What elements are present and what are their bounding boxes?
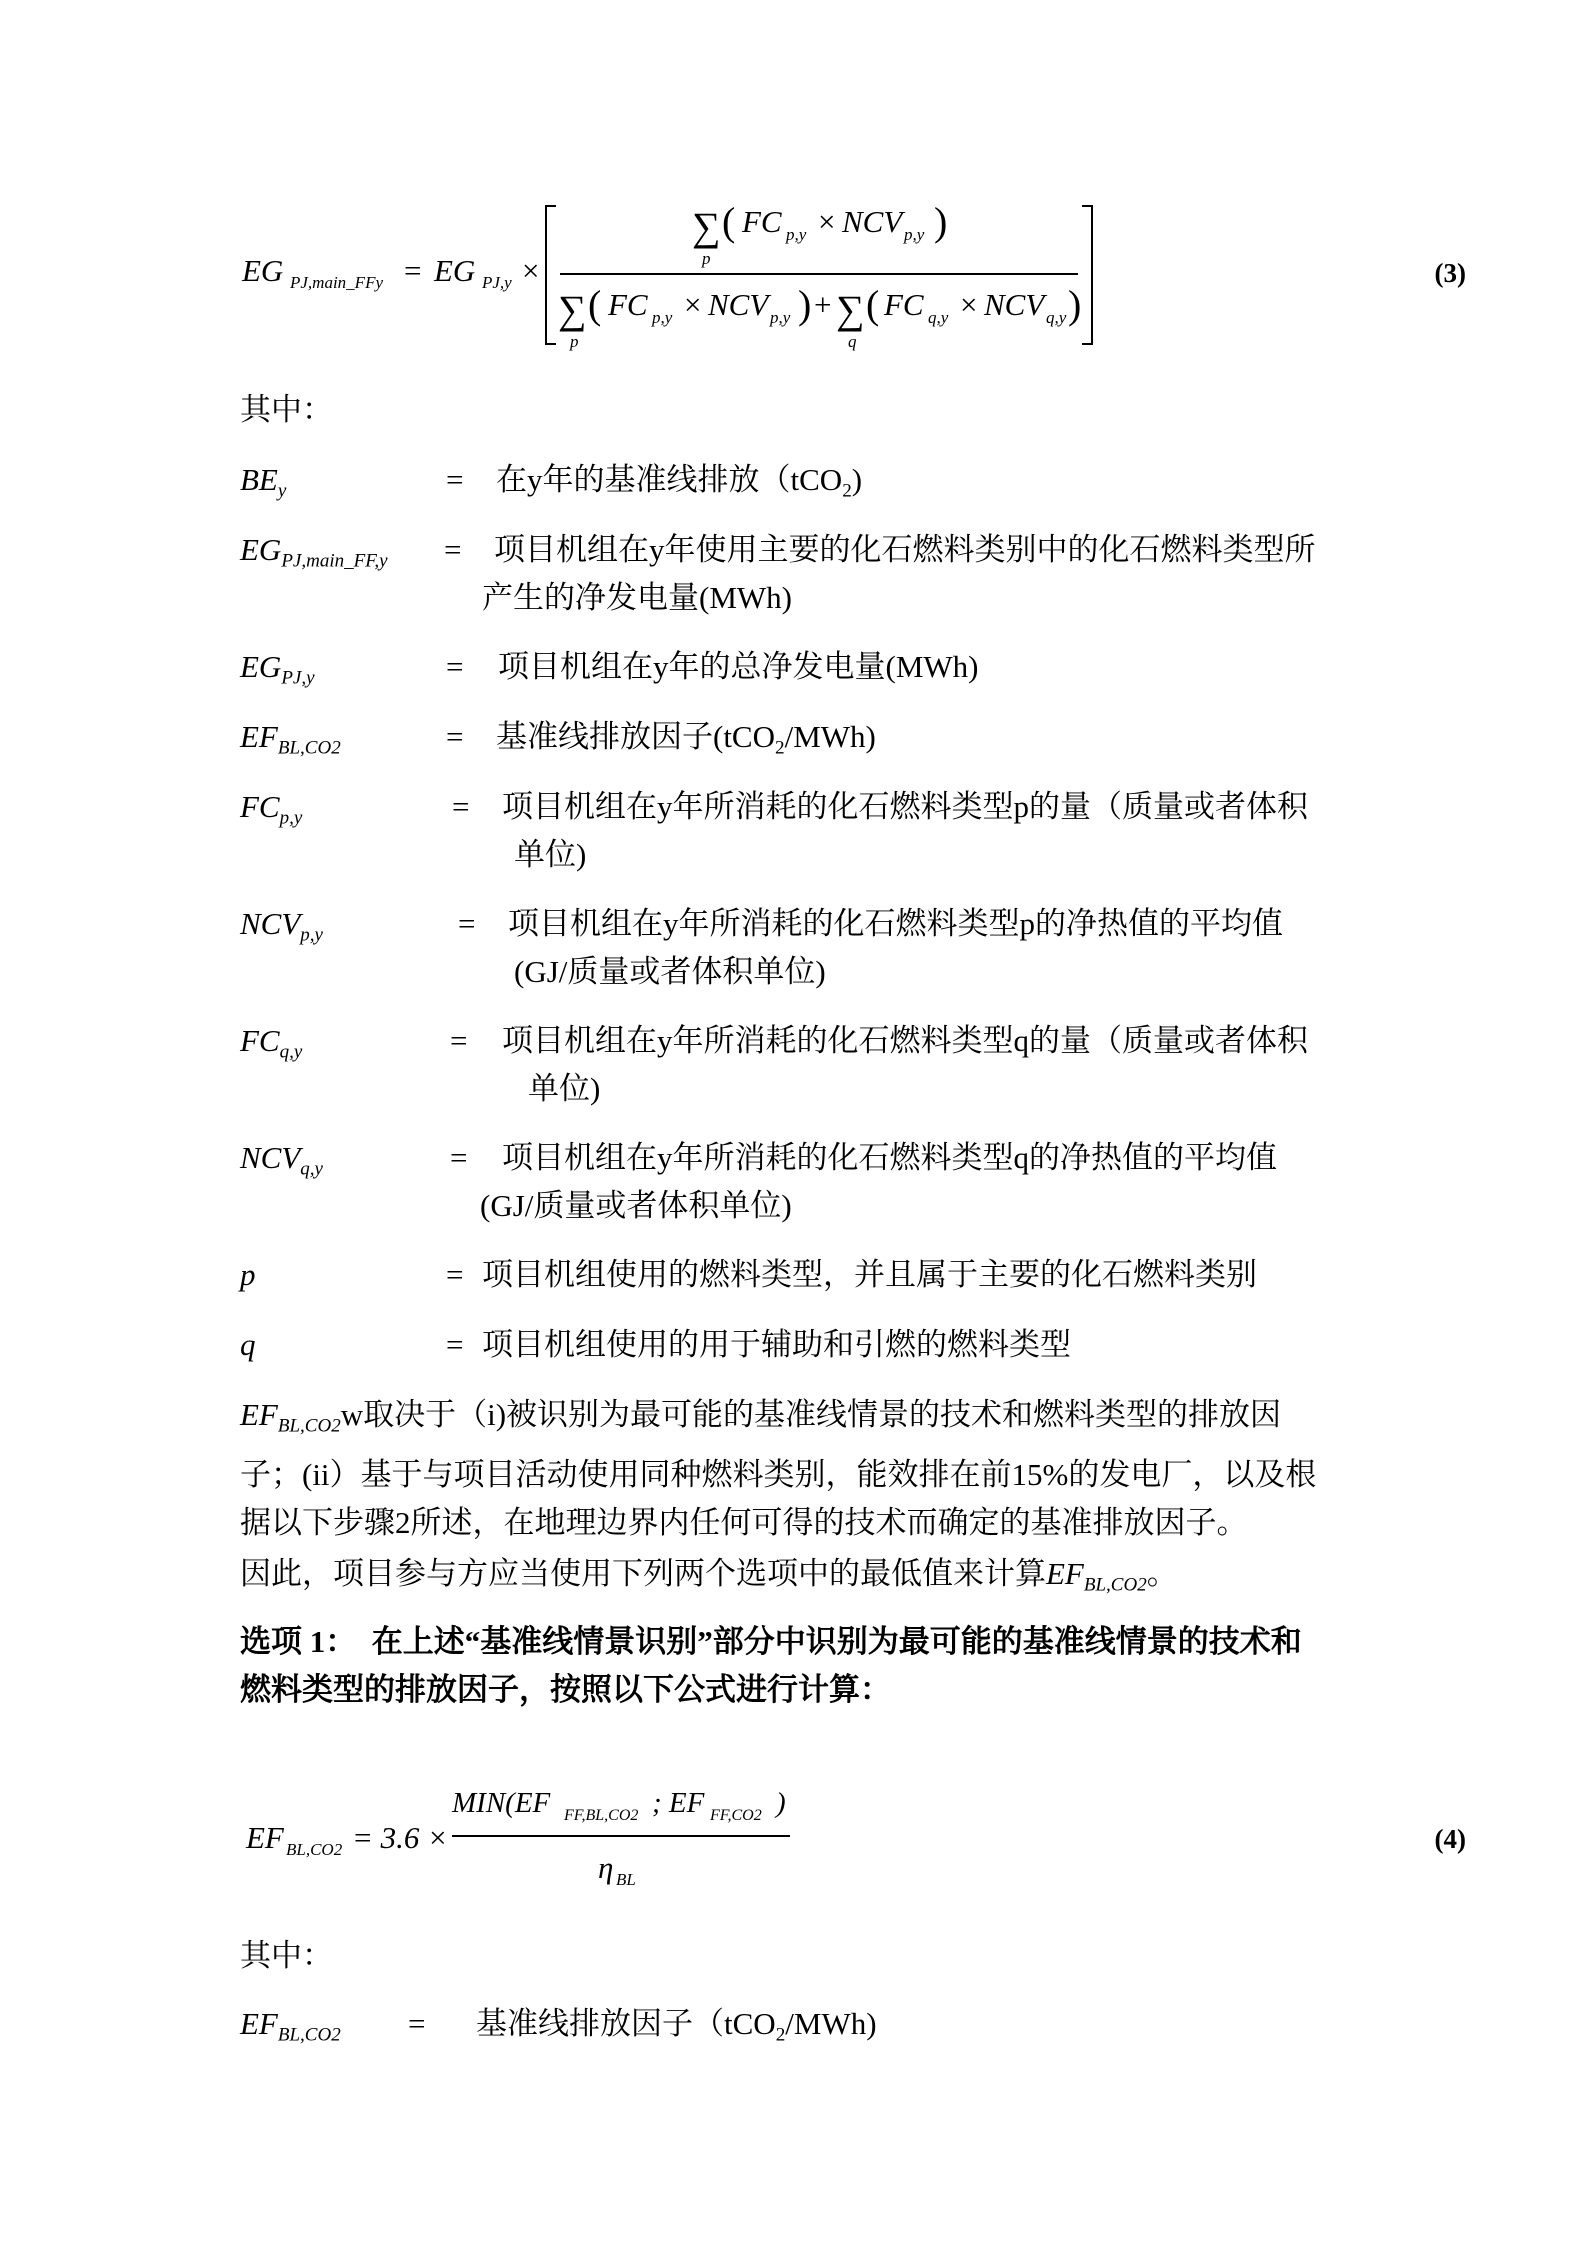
definition-eg-pj-main-ff-y (240, 526, 1360, 622)
formula-3-den-fc-q-sub: q,y (928, 308, 949, 327)
definition-symbol: $EF_{BL,CO2}$ (240, 2006, 341, 2046)
formula-3-den-sum-q-sub: q (848, 332, 857, 351)
formula-3-number: (3) (1434, 258, 1466, 288)
formula-3-den-sum-q: ∑ (836, 287, 865, 332)
definition-symbol: $BE_y$ (240, 462, 287, 502)
formula-3-rhs-sub: PJ,y (482, 273, 512, 292)
inline-symbol: $EF_{BL,CO2}$ (240, 1397, 341, 1437)
definition-text: 项目机组使用的用于辅助和引燃的燃料类型 (482, 1327, 1071, 1362)
paragraph-therefore: 因此，项目参与方应当使用下列两个选项中的最低值来计算$EF_{BL,CO2}$。 (240, 1556, 1178, 1596)
definition-symbol: $EG_{PJ,main\_FF,y}$ (240, 532, 388, 572)
formula-3-right-bracket (1082, 206, 1092, 344)
definition-symbol: $NCV_{p,y}$ (240, 906, 323, 946)
formula-3-num-ncv-sub: p,y (904, 225, 925, 244)
paragraph-line-2: 子；(ii）基于与项目活动使用同种燃料类别，能效排在前15%的发电厂，以及根 (240, 1456, 1317, 1492)
formula-3-num-lparen: ( (722, 199, 736, 244)
formula-4-num-mid: ; EF (652, 1787, 705, 1819)
definition-symbol: p (240, 1257, 256, 1292)
formula-3-den-times1: × (684, 287, 702, 322)
definition-symbol: $FC_{p,y}$ (240, 789, 303, 829)
definition-text-line2: (GJ/质量或者体积单位) (480, 1188, 792, 1223)
formula-4-number: (4) (1434, 1824, 1466, 1854)
formula-3-den-times2: × (960, 287, 978, 322)
definition-equals: = (446, 649, 464, 684)
formula-3-left-bracket (546, 206, 556, 344)
definition-text-line1: 项目机组在y年所消耗的化石燃料类型p的量（质量或者体积 (502, 789, 1308, 824)
formula-3-den-ncv-q-sub: q,y (1046, 308, 1067, 327)
formula-3-den-rparen2: ) (1068, 282, 1082, 327)
definition-text: 在y年的基准线排放（tCO$_2$) (496, 462, 863, 502)
definition-equals: = (450, 1140, 468, 1175)
definition-text-line1: 项目机组在y年所消耗的化石燃料类型q的量（质量或者体积 (502, 1023, 1308, 1058)
definition-symbol: $EF_{BL,CO2}$ (240, 719, 341, 759)
definition-symbol: $NCV_{q,y}$ (240, 1140, 323, 1180)
formula-3-num-sum: ∑ (692, 204, 721, 249)
formula-3-lhs-sub: PJ,main_FFy (290, 273, 383, 292)
formula-4-svg (0, 1770, 1588, 1910)
definition-equals: = (452, 789, 470, 824)
definition-text-line1: 项目机组在y年所消耗的化石燃料类型q的净热值的平均值 (502, 1140, 1277, 1175)
formula-3-den-ncv-p: NCV (708, 287, 769, 322)
formula-3-num-rparen: ) (934, 199, 948, 244)
definition-equals: = (450, 1023, 468, 1058)
definition-symbol: $FC_{q,y}$ (240, 1023, 303, 1063)
formula-3-den-lparen1: ( (588, 282, 602, 327)
paragraph-line-3: 据以下步骤2所述，在地理边界内任何可得的技术而确定的基准排放因子。 (240, 1504, 1248, 1540)
formula-3-num-sum-sub: p (702, 249, 711, 268)
formula-3-rhs: EG (434, 253, 476, 288)
formula-3-den-plus: + (814, 287, 832, 322)
formula-3-den-ncv-q: NCV (984, 287, 1045, 322)
definition-equals: = (408, 2006, 426, 2041)
formula-3-den-lparen2: ( (866, 282, 880, 327)
formula-4-den-sub: BL (616, 1870, 636, 1889)
option-1-heading (240, 1618, 1360, 1714)
intro-where-2: 其中： (240, 1938, 333, 1973)
definition-text-line2: 单位) (514, 837, 587, 872)
formula-4-lhs-sub: BL,CO2 (286, 1840, 343, 1859)
definition-text: 基准线排放因子(tCO$_2$/MWh) (496, 719, 876, 759)
definition-text-line2: 单位) (528, 1071, 601, 1106)
formula-3-times: × (522, 253, 540, 288)
definition-text: 项目机组在y年的总净发电量(MWh) (498, 649, 979, 684)
formula-4-num-pre: MIN(EF (452, 1787, 551, 1819)
definition-text: 基准线排放因子（tCO$_2$/MWh) (476, 2006, 877, 2046)
definition-equals: = (446, 1257, 464, 1292)
intro-where-1: 其中： (240, 392, 333, 427)
definition-equals: = (446, 719, 464, 754)
formula-3-den-ncv-p-sub: p,y (770, 308, 791, 327)
definition-text-line1: 项目机组在y年所消耗的化石燃料类型p的净热值的平均值 (508, 906, 1283, 941)
definition-equals: = (458, 906, 476, 941)
inline-symbol: $EF_{BL,CO2}$ (1046, 1556, 1147, 1596)
definition-text-line2: 产生的净发电量(MWh) (482, 580, 792, 615)
formula-3-den-fc-p: FC (608, 287, 648, 322)
formula-3-equals: = (404, 253, 422, 288)
definition-ncv-p-y (240, 900, 1360, 996)
definition-text: 项目机组使用的燃料类型，并且属于主要的化石燃料类别 (482, 1257, 1257, 1292)
formula-3-den-rparen1: ) (798, 282, 812, 327)
paragraph-ef-determination (240, 1391, 1360, 1547)
definition-text-line2: (GJ/质量或者体积单位) (514, 954, 826, 989)
formula-4-num-post: ) (776, 1787, 786, 1819)
formula-4-num-sub1: FF,BL,CO2 (564, 1807, 639, 1824)
formula-4-den: η (598, 1850, 614, 1885)
definition-equals: = (444, 532, 462, 567)
formula-3-den-fc-p-sub: p,y (652, 308, 673, 327)
definition-equals: = (446, 462, 464, 497)
option-1-line-1: 选项 1： 在上述“基准线情景识别”部分中识别为最可能的基准线情景的技术和 (240, 1624, 1302, 1659)
definition-equals: = (446, 1327, 464, 1362)
paragraph-line-1: $EF_{BL,CO2}w$取决于（i)被识别为最可能的基准线情景的技术和燃料类型的排放因 (240, 1397, 1282, 1437)
definition-text-line1: 项目机组在y年使用主要的化石燃料类别中的化石燃料类型所 (494, 532, 1316, 567)
formula-3-lhs: EG (242, 253, 284, 288)
option-1-line-2: 燃料类型的排放因子，按照以下公式进行计算： (240, 1672, 891, 1707)
formula-3-den-fc-q: FC (884, 287, 924, 322)
formula-3-num-fc: FC (742, 204, 782, 239)
formula-3-num-times: × (818, 204, 836, 239)
definition-fc-p-y (240, 783, 1360, 879)
formula-3-num-ncv: NCV (842, 204, 903, 239)
formula-3-den-sum-p: ∑ (558, 287, 587, 332)
definition-symbol: q (240, 1327, 256, 1362)
definition-ncv-q-y (240, 1134, 1360, 1230)
definition-fc-q-y (240, 1017, 1360, 1113)
formula-4-num-sub2: FF,CO2 (710, 1807, 762, 1824)
formula-4-equals: = 3.6 × (352, 1820, 449, 1855)
formula-4-lhs: EF (246, 1820, 284, 1855)
formula-3-den-sum-p-sub: p (570, 332, 579, 351)
formula-3-num-fc-sub: p,y (786, 225, 807, 244)
definition-symbol: $EG_{PJ,y}$ (240, 649, 315, 689)
